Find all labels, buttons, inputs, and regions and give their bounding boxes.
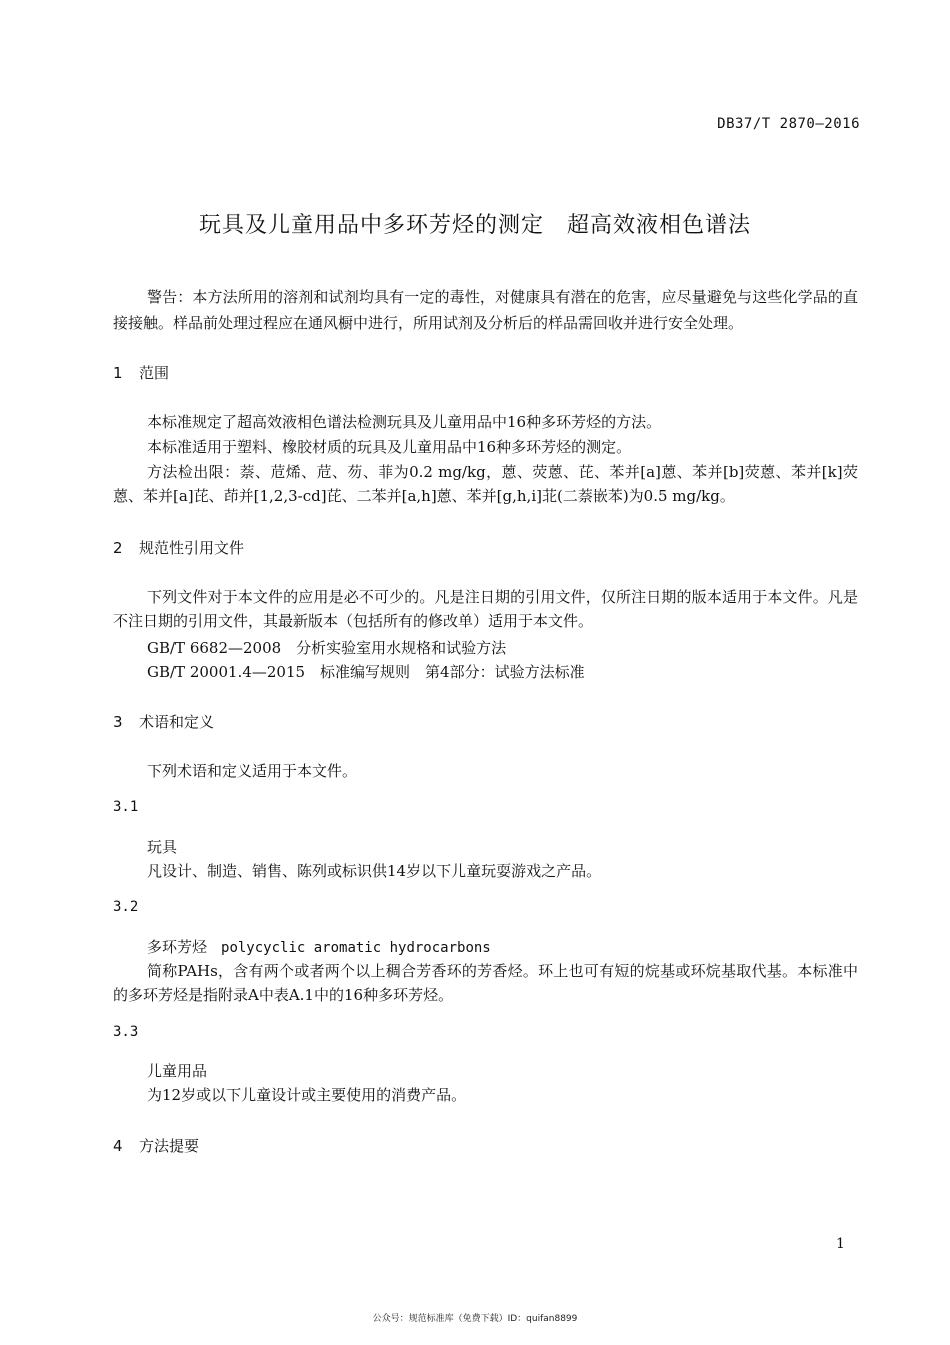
term-number: 3.1 xyxy=(113,799,139,815)
scope-paragraph-1: 本标准规定了超高效液相色谱法检测玩具及儿童用品中16种多环芳烃的方法。 xyxy=(147,413,662,431)
term-definition: 凡设计、制造、销售、陈列或标识供14岁以下儿童玩耍游戏之产品。 xyxy=(147,862,602,880)
normative-references-paragraph: 下列文件对于本文件的应用是必不可少的。凡是注日期的引用文件，仅所注日期的版本适用于本文件。凡是不注日期的引用文件，其最新版本（包括所有的修改单）适用于本文件。 xyxy=(113,588,858,630)
section-title: 范围 xyxy=(139,364,170,382)
section-number: 1 xyxy=(113,364,123,382)
term-name: 多环芳烃 xyxy=(147,938,208,956)
section-3-heading xyxy=(113,711,214,732)
term-definition: 简称PAHs，含有两个或者两个以上稠合芳香环的芳香烃。环上也可有短的烷基或环烷基取代基。本标准中的多环芳烃是指附录A中表A.1中的16种多环芳烃。 xyxy=(113,962,858,1004)
section-2-heading xyxy=(113,537,244,558)
term-english-name: polycyclic aromatic hydrocarbons xyxy=(221,940,491,956)
reference-item: GB/T 20001.4—2015 标准编写规则 第4部分：试验方法标准 xyxy=(147,663,585,681)
document-code: DB37/T 2870—2016 xyxy=(717,116,860,132)
section-title: 规范性引用文件 xyxy=(139,539,245,557)
reference-item: GB/T 6682—2008 分析实验室用水规格和试验方法 xyxy=(147,639,507,657)
page-number: 1 xyxy=(836,1236,845,1252)
warning-paragraph: 警告：本方法所用的溶剂和试剂均具有一定的毒性，对健康具有潜在的危害，应尽量避免与这些化学品的直接接触。样品前处理过程应在通风橱中进行，所用试剂及分析后的样品需回收并进行安全处理。 xyxy=(113,288,858,332)
scope-paragraph-3: 方法检出限：萘、苊烯、苊、芴、菲为0.2 mg/kg，蒽、荧蒽、芘、苯并[a]蒽、苯并[b]荧蒽、苯并[k]荧蒽、苯并[a]芘、茚并[1,2,3-cd]芘、二苯并[a,h]蒽、苯并[g,h,i]苝(二萘嵌苯)为0.5 mg/kg。 xyxy=(113,463,858,505)
section-1-heading xyxy=(113,362,169,383)
term-heading xyxy=(147,936,491,957)
scope-paragraph-2: 本标准适用于塑料、橡胶材质的玩具及儿童用品中16种多环芳烃的测定。 xyxy=(147,438,632,456)
section-4-heading xyxy=(113,1135,199,1156)
term-definition: 为12岁或以下儿童设计或主要使用的消费产品。 xyxy=(147,1086,467,1104)
section-title: 术语和定义 xyxy=(139,713,215,731)
section-title: 方法提要 xyxy=(139,1137,200,1155)
term-name: 玩具 xyxy=(147,838,178,856)
term-number: 3.3 xyxy=(113,1024,139,1040)
section-number: 2 xyxy=(113,539,123,557)
section-number: 4 xyxy=(113,1137,123,1155)
term-number: 3.2 xyxy=(113,899,139,915)
section-number: 3 xyxy=(113,713,123,731)
footer-watermark: 公众号：规范标准库（免费下载）ID：quifan8899 xyxy=(372,1314,578,1324)
term-name: 儿童用品 xyxy=(147,1062,208,1080)
document-title: 玩具及儿童用品中多环芳烃的测定 超高效液相色谱法 xyxy=(198,213,751,238)
terms-intro-paragraph: 下列术语和定义适用于本文件。 xyxy=(147,762,358,780)
